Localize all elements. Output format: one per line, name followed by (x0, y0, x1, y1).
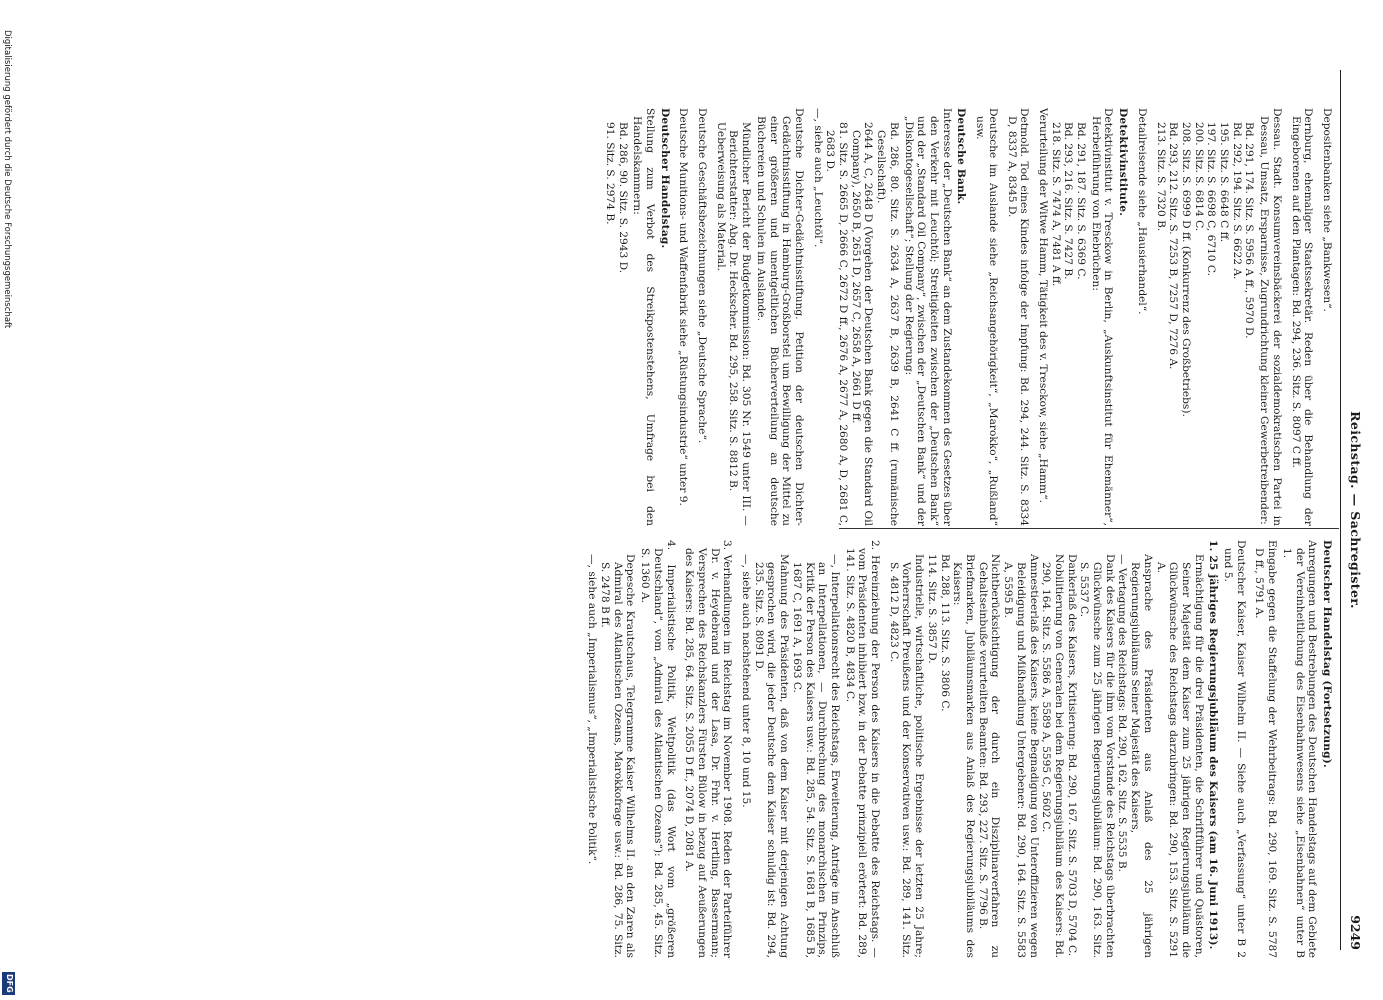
index-entry: Detailreisende siehe „Hausierhandel“. (1135, 108, 1148, 315)
entry-heading: Deutsche Bank. (955, 108, 968, 205)
entry-text: Interesse der „Deutschen Bank“ an dem Zustandekommen des Gesetzes über den Verkehr mit Leuchtöl; Streitigkeiten zwischen der „Deutschen Bank“ und der „Standard Oil Company“, zwischen der „Deutschen Bank“ und der „Diskontogesellschaft“; Stellung der Regierung: (902, 108, 953, 526)
entry-text: Industrielle, wirtschaftliche, politische Ergebnisse der letzten 25 Jahre; Vorherrschaft Preußens und der Konservativen usw.: Bd. 289, 141. Sitz. S. 4812 D, 4823 C. (887, 554, 926, 958)
entry-ref: Bd. 293, 216. Sitz. S. 7427 B. (1062, 122, 1075, 280)
right-column (586, 540, 1333, 958)
index-entry: Deutsche im Auslande siehe „Reichsangehörigkeit“, „Marokko“, „Rußland“ usw. (974, 108, 999, 526)
entry-ref: 2644 A, C, 2648 D (Vorgehen der Deutschen Bank gegen die Standard Oil Company), 2650 B, 2651 D, 2657 C, 2658 A, 2661 D ff. (849, 122, 875, 526)
dfg-logo: DFG (2, 972, 15, 995)
entry-ref: 208. Sitz. S. 6999 D ff. (Konkurrenz des Großbetriebs). (1179, 122, 1192, 417)
entry-ref: Bd. 286, 90. Sitz. S. 2943 D. (616, 122, 629, 274)
index-entry (1154, 108, 1283, 526)
entry-ref: Bd. 292, 194. Sitz. S. 6622 A. (1230, 122, 1243, 280)
entry-ref: 91. Sitz. S. 2974 B. (603, 122, 616, 225)
index-entry: Deutsche Geschäftsbezeichnungen siehe „Deutsche Sprache“. (696, 108, 709, 444)
entry-ref: 200. Sitz. S. 6814 C. (1192, 122, 1205, 232)
entry-ref: Mündlicher Bericht der Budgetkommission: Bd. 305 Nr. 1549 unter III. — Berichterstatter: Abg. Dr. Heckscher. Bd. 295, 258. Sitz. S. 8812 B. (727, 122, 753, 526)
header-rule (1340, 70, 1341, 950)
entry-ref: 218. Sitz. S. 7474 A, 7481 A ff. (1049, 122, 1062, 287)
index-entry (811, 108, 967, 526)
entry-text: Nobilitierung von Generalen bei dem Regierungsjubiläum des Kaisers: Bd. 290, 164. Sitz. S. 5586 A, 5589 A, 5595 C, 5602 C. (1040, 554, 1065, 958)
entry-ref: Bd. 288, 113. Sitz. S. 3806 C. (938, 554, 951, 712)
entry-text: Deutscher Kaiser, Kaiser Wilhelm II. — Siehe auch „Verfassung“ unter B 2 und 5. (1222, 540, 1247, 958)
running-header (1345, 70, 1361, 950)
entry-text: 4. Imperialistische Politik, Weltpolitik (das Wort vom „größeren Deutschland“, vom „Admiral des Atlantischen Ozeans“): Bd. 285, 45. Sitz. S. 1360 A. (639, 540, 677, 958)
entry-text: Deutsche Dichter-Gedächtnisstiftung. Petition der deutschen Dichter-Gedächtnisstiftung in Hamburg-Großborstel um Bewilligung der Mittel zu einer größeren und unentgeltlichen Bücherverteilung an deutsche Büchereien und Schulen im Auslande. (754, 108, 805, 526)
column-divider (839, 528, 1339, 529)
entry-text: Anregungen und Bestrebungen des Deutschen Handelstags auf dem Gebiete der Vereinheitlichung des Eisenbahnwesens siehe „Eisenbahnen“ unter B 1. (1280, 540, 1319, 958)
entry-ref: Bd. 291, 174. Sitz. S. 5956 A ff., 5970 D. (1243, 122, 1256, 339)
entry-text: Nichtberücksichtigung der durch ein Disziplinarverfahren zu Gehaltseinbuße verurteilten Beamten: Bd. 293, 227. Sitz. S. 7796 B. (976, 554, 1002, 958)
entry-ref: 197. Sitz. S. 6698 C, 6710 C. (1205, 122, 1218, 277)
index-entry (887, 540, 1247, 958)
entry-text: Mahnung des Präsidenten, daß von dem Kaiser mit derjenigen Achtung gesprochen wird, die jeder Deutsche dem Kaiser schuldig ist: Bd. 294, 235. Sitz. S. 8091 D. (752, 554, 791, 958)
entry-heading: Detektivinstitute. (1117, 108, 1130, 217)
entry-ref: 213. Sitz. S. 7320 B. (1154, 122, 1167, 232)
entry-text: —, siehe auch „Leuchtöl“. (811, 108, 824, 248)
entry-text: Dankerlaß des Kaisers, Kritisierung: Bd. 290, 167. Sitz. S. 5703 D, 5704 C. (1065, 554, 1078, 957)
page-number: 9249 (1348, 915, 1363, 950)
index-entry (739, 540, 881, 958)
entry-text: —, siehe auch nachstehend unter 8, 10 und 15. (740, 554, 753, 808)
entry-heading: Deutscher Handelstag. (658, 108, 671, 249)
entry-ref: Bd. 293, 212. Sitz. S. 7253 B, 7257 D, 7276 A. (1167, 122, 1180, 370)
entry-text: Dessau. Stadt. Konsumvereinsbäckerei der sozialdemokratischen Partei in Dessau, Umsatz, Ersparnisse, Zugrundrichtung kleiner Gewerbetreibender: (1258, 108, 1283, 526)
entry-heading: Deutscher Handelstag (Fortsetzung). (1321, 540, 1333, 768)
entry-ref: Bd. 291, 187. Sitz. S. 6369 C. (1075, 122, 1088, 280)
entry-ref: Bd. 286, 80. Sitz. S. 2634 A, 2637 B, 2639 B, 2641 C ff. (rumänische Gesellschaft). (875, 122, 900, 526)
entry-ref: 81. Sitz. S. 2665 D, 2666 C, 2672 D ff., 2676 A, 2677 A, 2680 A, D, 2681 C, 2683 D. (824, 122, 850, 526)
entry-subheading: 1. 25 jähriges Regierungsjubiläum des Kaisers (am 16. Juni 1913). (1207, 540, 1220, 950)
entry-text: — Vertagung des Reichstags: Bd. 290, 162. Sitz. S. 5535 B. (1116, 554, 1129, 873)
index-entry (1253, 540, 1333, 958)
entry-text: Eingabe gegen die Staffelung der Wehrbeitrags: Bd. 290, 169. Sitz. S. 5787 D ff., 5791 A. (1253, 540, 1279, 958)
entry-text: Stellung zum Verbot des Streikpostenstehens, Umfrage bei den Handelskammern: (631, 108, 656, 526)
entry-ref: 195. Sitz. S. 6648 C ff. (1218, 122, 1231, 243)
digitization-credit: Digitalisierung gefördert durch die Deutsche Forschungsgemeinschaft (2, 30, 12, 329)
entry-text: Depesche Krautschaus, Telegramme Kaiser Wilhelms II. an den Zaren als Admiral des Atlantischen Ozeans, Marokkofrage usw.: Bd. 286, 75. Sitz. S. 2478 B ff. (599, 554, 637, 958)
entry-text: Verurteilung der Witwe Hamm, Tätigkeit des v. Tresckow, siehe „Hamm“. (1036, 108, 1049, 504)
index-entry: Deutsche Munitions- und Waffenfabrik siehe „Rüstungsindustrie“ unter 9. (677, 108, 690, 506)
entry-text: —, siehe auch „Imperialismus“, „Imperialistische Politik“. (586, 554, 599, 865)
index-entry: Depositenbanken siehe „Bankwesen“. (1321, 108, 1333, 312)
index-entry (603, 108, 671, 526)
index-entry (714, 108, 805, 526)
index-entry: Detmold. Tod eines Kindes infolge der Impfung: Bd. 294, 244. Sitz. S. 8334 D, 8337 A, 8345 D. (1005, 108, 1031, 526)
left-column (473, 108, 1333, 526)
index-entry: Dernburg, ehemaliger Staatssekretär. Reden über die Behandlung der Eingeborenen auf den Plantagen: Bd. 294, 236. Sitz. S. 8097 C ff. (1289, 108, 1315, 526)
entry-text: Detektivinstitut v. Tresckow in Berlin, „Auskunftsinstitut für Ehemänner“, Herbeiführung von Ehebrüchen: (1089, 108, 1115, 526)
index-entry: 3. Verhandlungen im Reichstag im November 1908. Reden der Parteiführer Dr. v. Heydebrand und der Lasa, Dr. Frhr. v. Hertling, Bassermann; Versprechen des Reichskanzlers Fürsten Bülow in bezug auf Aeußerungen des Kaisers: Bd. 285, 64. Sitz. S. 2055 D ff., 2074 D, 2081 A. (683, 540, 734, 958)
entry-text: Dank des Kaisers für die ihm vom Vorstande des Reichstags überbrachten Glückwünsche zum 25 jährigen Regierungsjubiläum: Bd. 290, 163. Sitz. S. 5537 C. (1078, 554, 1116, 958)
entry-text: Ermächtigung für die drei Präsidenten, die Schriftführer und Quästoren, Seiner Majestät dem Kaiser zum 25 jährigen Regierungsjubiläum die Glückwünsche des Reichstags darzubringen: Bd. 290, 153. Sitz. S. 5291 A. (1154, 554, 1205, 958)
entry-text: Briefmarken, Jubiläumsmarken aus Anlaß des Regierungsjubiläums des Kaisers: (951, 554, 977, 958)
entry-text: Ansprache des Präsidenten aus Anlaß des 25 jährigen Regierungsjubiläums Seiner Majestät des Kaisers, (1129, 554, 1154, 958)
index-entry (586, 540, 677, 958)
entry-ref: 114. Sitz. S. 3857 D. (925, 554, 938, 664)
entry-text: 2. Hereinziehung der Person des Kaisers in die Debatte des Reichstags. — vom Präsidenten inhibiert bzw. in der Debatte prinzipiell erörtert: Bd. 289, 141. Sitz. S. 4820 B, 4834 C. (843, 540, 882, 958)
index-entry (1036, 108, 1129, 526)
page-title: Reichstag. — Sachregister. (1348, 411, 1363, 609)
entry-ref: Ueberweisung als Material. (714, 122, 727, 271)
entry-text: Amnestieerlaß des Kaisers, keine Begnadigung von Unteroffizieren wegen Beleidigung und Mißhandlung Untergebener: Bd. 290, 164. Sitz. S. 5583 A, 5595 B. (1002, 554, 1040, 958)
entry-text: —, Interpellationsrecht des Reichstags, Erweiterung, Anträge im Anschluß an Interpellationen, — Durchbrechung des monarchischen Prinzips, Kritik der Person des Kaisers usw.: Bd. 285, 54. Sitz. S. 1681 B, 1685 B, 1687 C, 1691 A, 1693 C. (790, 554, 841, 958)
